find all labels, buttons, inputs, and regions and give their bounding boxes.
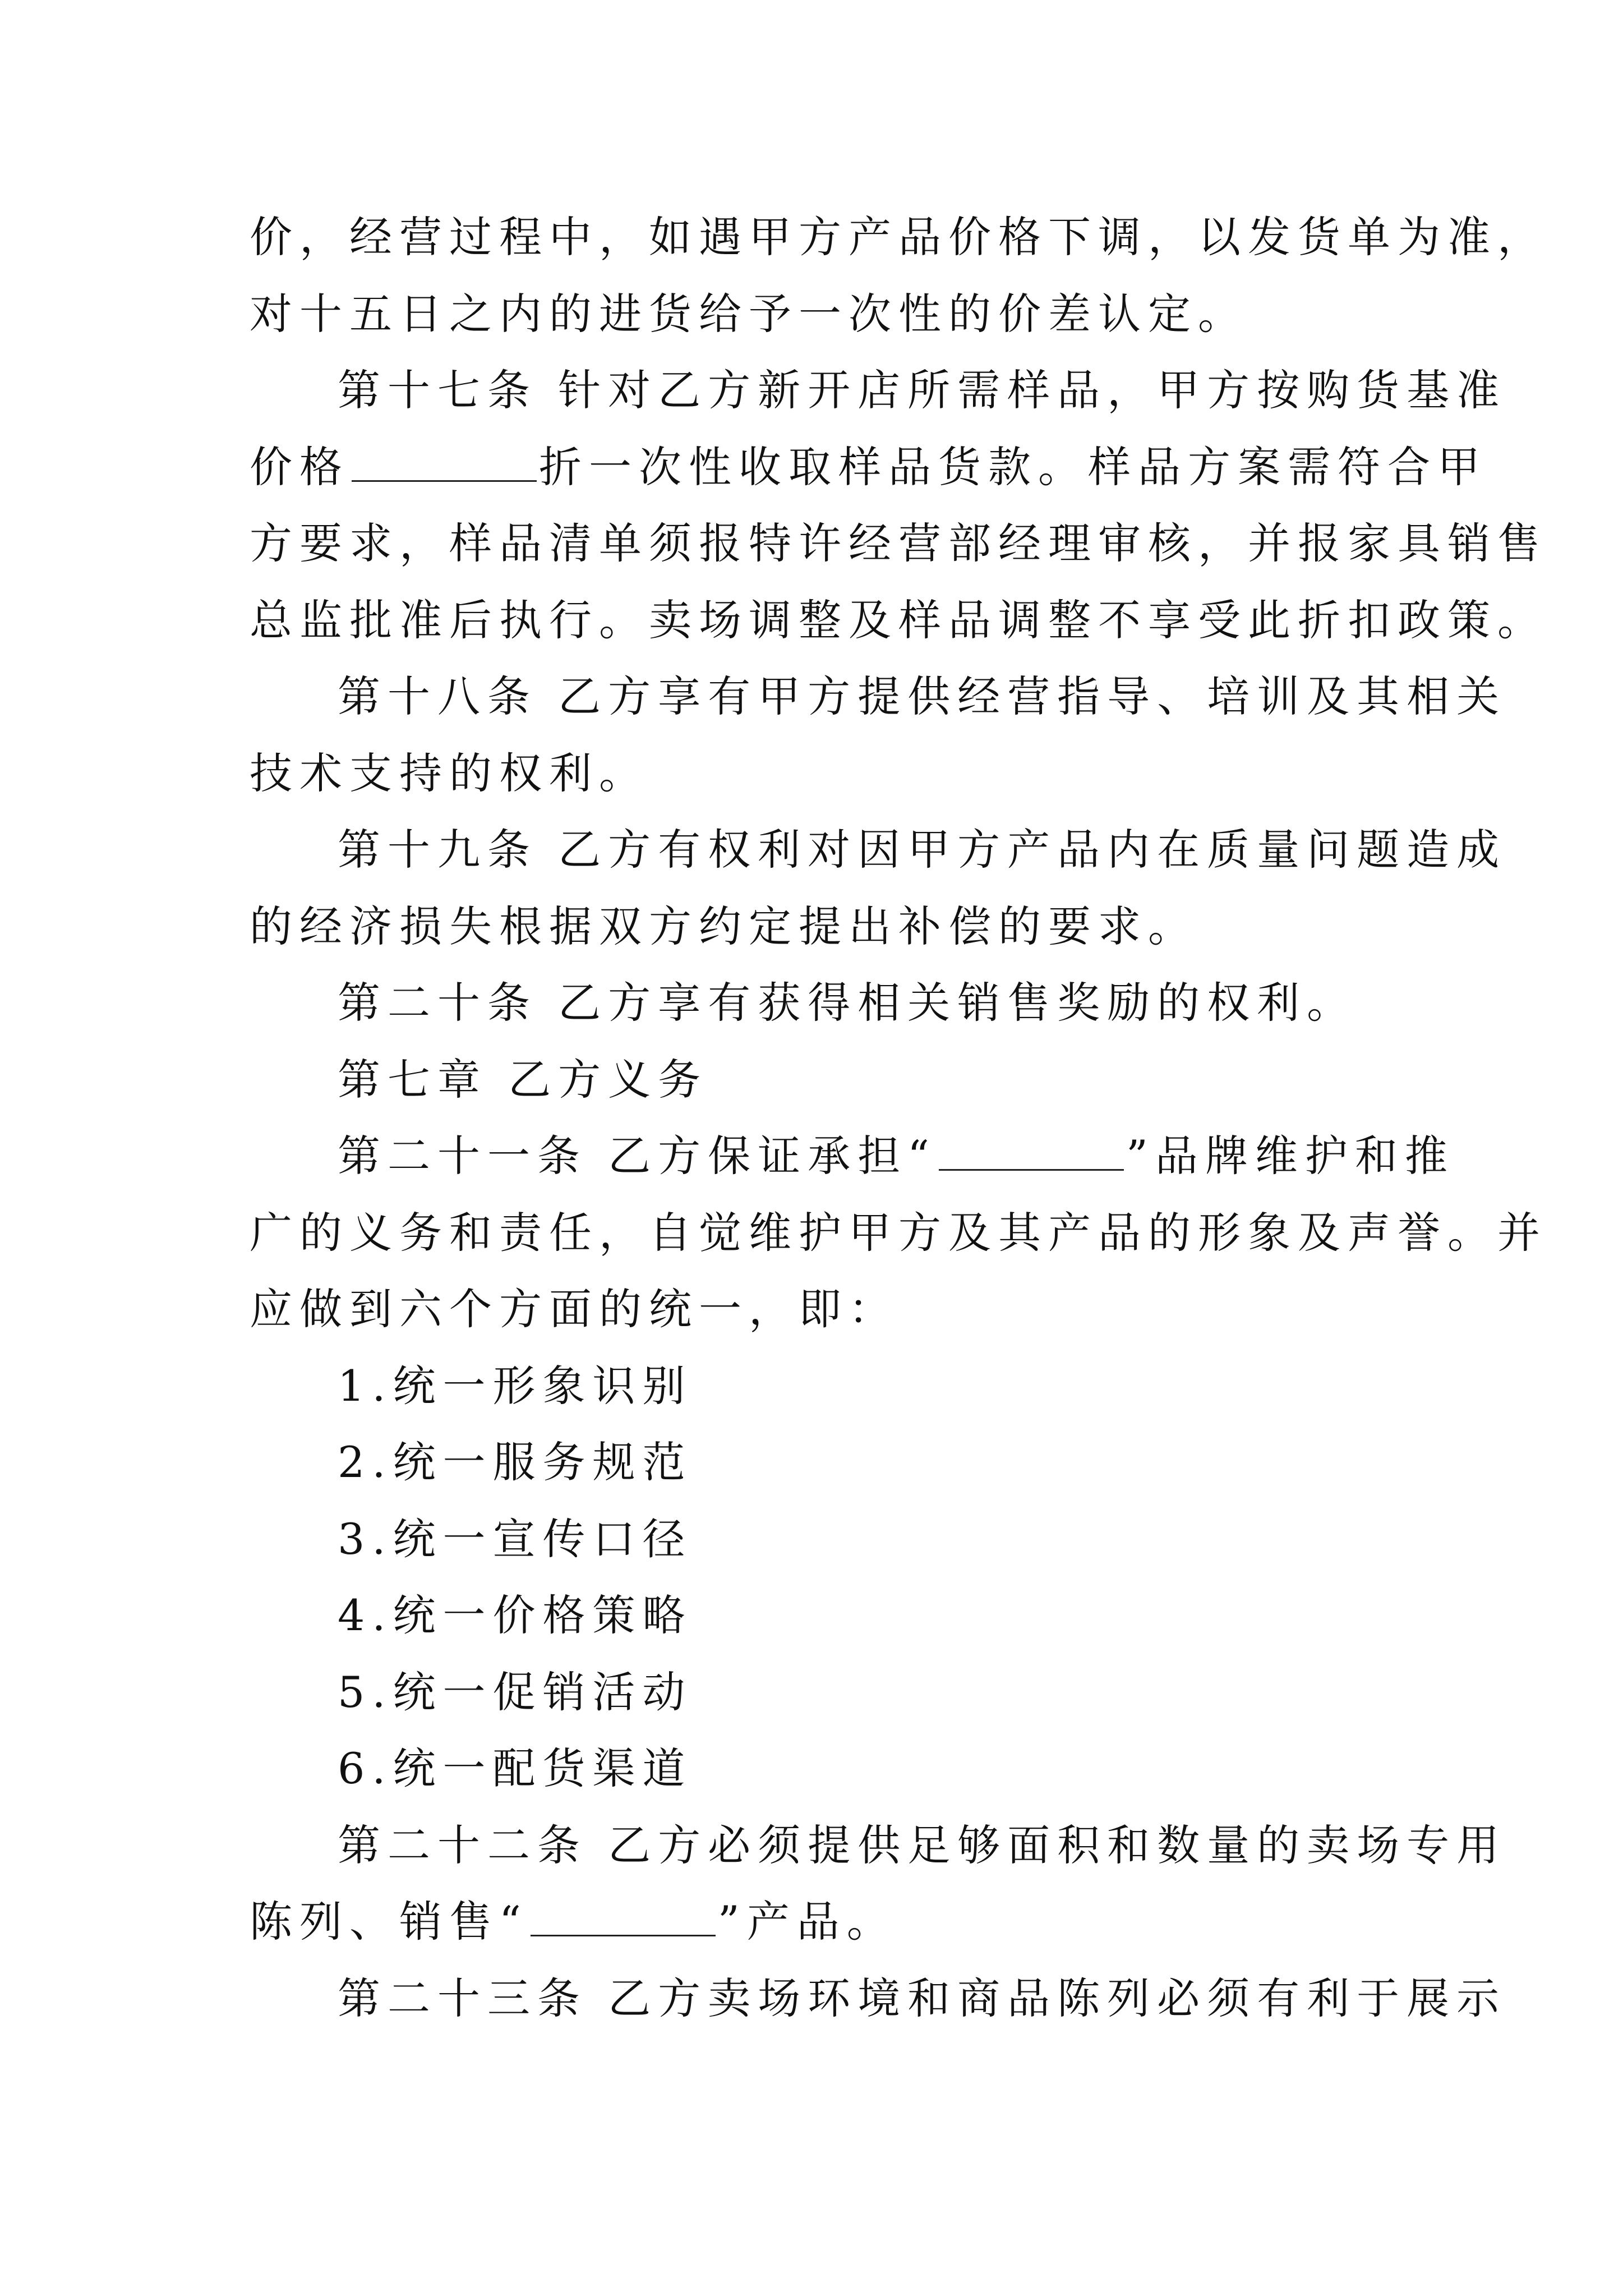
text-segment: 对十五日之内的进货给予一次性的价差认定。 — [250, 288, 1248, 339]
text-segment: 4.统一价格策略 — [338, 1590, 693, 1640]
text-line — [250, 1348, 1377, 1425]
text-line — [250, 1961, 1507, 2037]
text-line — [250, 199, 1547, 276]
text-line — [250, 352, 1507, 429]
text-line — [250, 1654, 1377, 1731]
text-line — [250, 965, 1377, 1042]
text-segment: 的经济损失根据双方约定提出补偿的要求。 — [250, 901, 1198, 951]
text-line — [250, 1271, 1377, 1348]
text-segment: 第二十一条 乙方保证承担“ — [338, 1131, 937, 1181]
text-line — [250, 1577, 1377, 1654]
text-line — [250, 1501, 1377, 1578]
text-segment: 第十九条 乙方有权利对因甲方产品内在质量问题造成 — [338, 825, 1507, 875]
text-line — [250, 735, 1377, 812]
fill-in-blank — [531, 1890, 716, 1936]
text-line — [250, 1424, 1377, 1501]
text-segment: 6.统一配货渠道 — [338, 1743, 693, 1793]
text-line — [250, 582, 1547, 659]
text-segment: ”品牌维护和推 — [1126, 1131, 1455, 1181]
text-segment: 第二十二条 乙方必须提供足够面积和数量的卖场专用 — [338, 1820, 1507, 1870]
text-line — [250, 812, 1507, 889]
text-segment: 陈列、销售“ — [250, 1897, 528, 1947]
text-line — [250, 505, 1547, 582]
text-segment: 第十七条 针对乙方新开店所需样品，甲方按购货基准 — [338, 365, 1507, 415]
text-segment: 折一次性收取样品货款。样品方案需符合甲 — [539, 441, 1487, 492]
text-segment: 第二十三条 乙方卖场环境和商品陈列必须有利于展示 — [338, 1973, 1507, 2023]
text-line — [250, 1807, 1507, 1884]
text-segment: ”产品。 — [717, 1897, 897, 1947]
text-segment: 第十八条 乙方享有甲方提供经营指导、培训及其相关 — [338, 671, 1507, 721]
text-line — [250, 889, 1377, 965]
text-line — [250, 429, 1487, 506]
text-segment: 方要求，样品清单须报特许经营部经理审核，并报家具销售 — [250, 518, 1547, 568]
text-segment: 价格 — [250, 441, 349, 492]
text-line — [250, 276, 1377, 353]
text-segment: 第七章 乙方义务 — [338, 1054, 708, 1105]
text-line — [250, 659, 1507, 735]
text-segment: 应做到六个方面的统一，即： — [250, 1284, 898, 1334]
contract-text-body — [250, 199, 1547, 2037]
text-segment: 2.统一服务规范 — [338, 1437, 693, 1487]
text-line — [250, 1884, 1377, 1961]
text-line — [250, 1042, 1377, 1119]
text-segment: 价，经营过程中，如遇甲方产品价格下调，以发货单为准， — [250, 212, 1547, 262]
fill-in-blank — [939, 1124, 1124, 1171]
text-segment: 1.统一形象识别 — [338, 1360, 693, 1411]
text-segment: 技术支持的权利。 — [250, 748, 649, 798]
text-segment: 第二十条 乙方享有获得相关销售奖励的权利。 — [338, 978, 1357, 1028]
fill-in-blank — [352, 435, 537, 482]
text-line — [250, 1195, 1547, 1272]
text-segment: 总监批准后执行。卖场调整及样品调整不享受此折扣政策。 — [250, 595, 1547, 645]
text-line — [250, 1118, 1455, 1195]
text-segment: 3.统一宣传口径 — [338, 1513, 693, 1564]
text-segment: 5.统一促销活动 — [338, 1667, 693, 1717]
text-line — [250, 1731, 1377, 1807]
text-segment: 广的义务和责任，自觉维护甲方及其产品的形象及声誉。并 — [250, 1207, 1547, 1258]
